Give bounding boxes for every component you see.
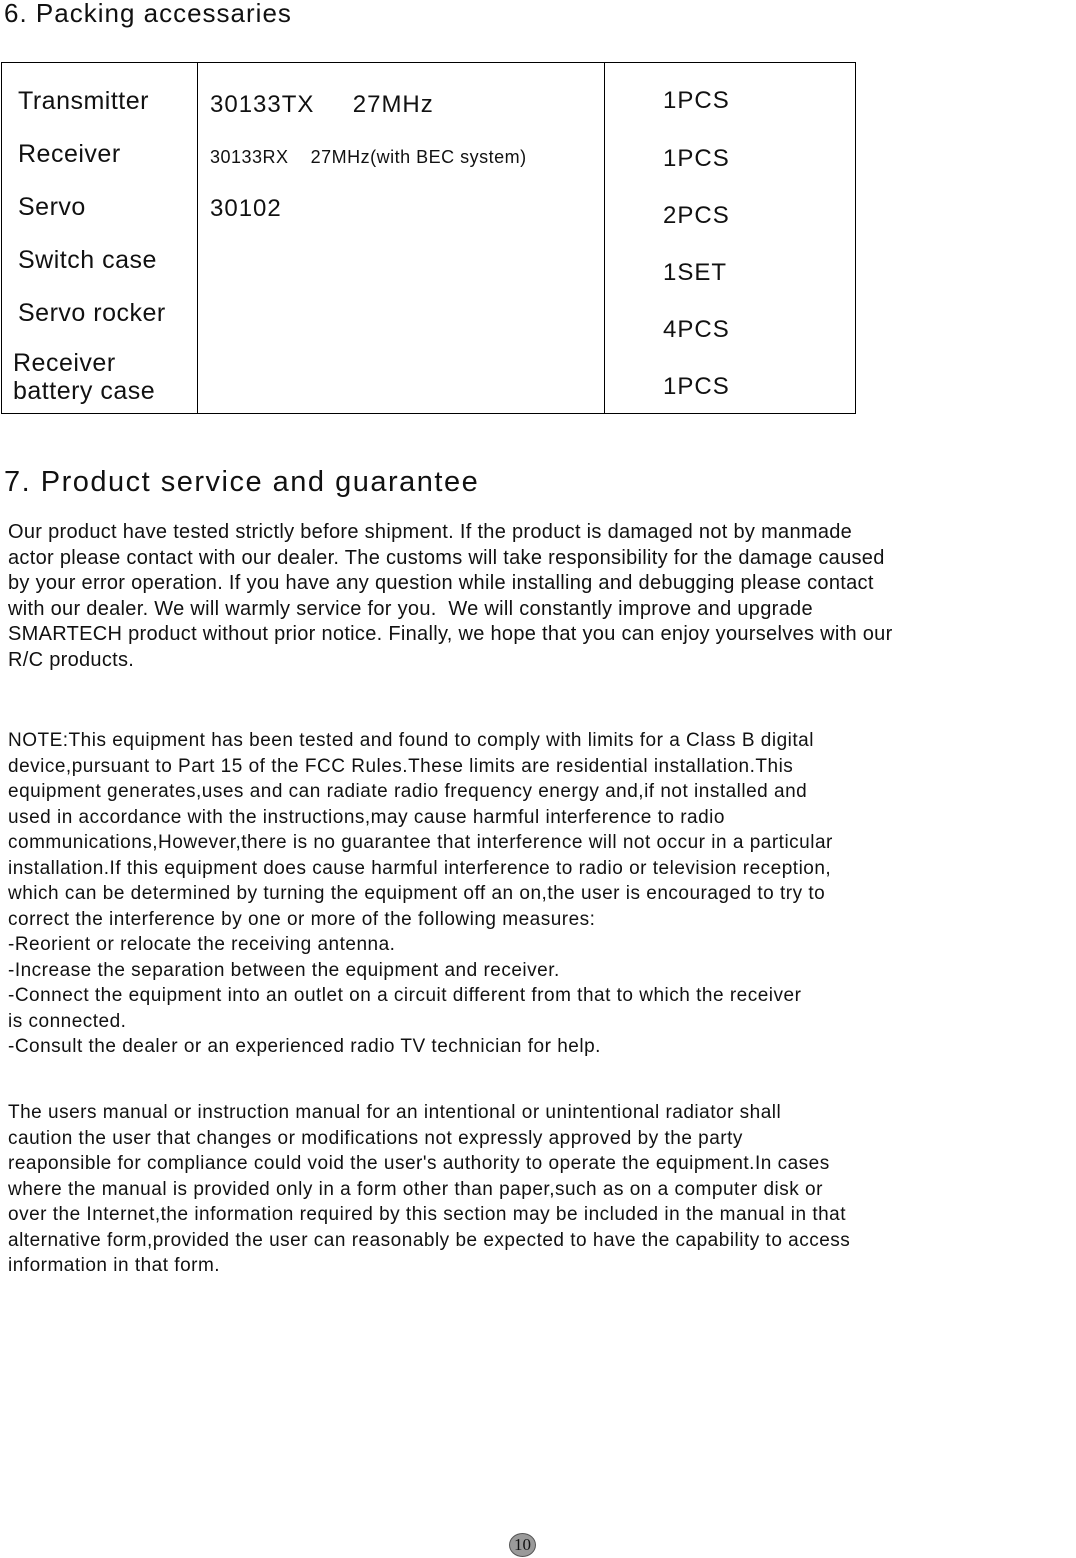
item-qty-servo: 2PCS	[663, 202, 730, 229]
service-paragraph: Our product have tested strictly before shipment. If the product is damaged not by manmade actor please contact with our dealer. The customs will take responsibility for the damage caused by your error operation. If you have any question while installing and debugging please contact with our dealer. We will warmly service for you. We will constantly improve and upgrade SMARTECH product without prior notice. Finally, we hope that you can enjoy yourselves with our R/C products.	[8, 521, 893, 671]
page-number: 10	[509, 1533, 536, 1557]
item-name-servo-rocker: Servo rocker	[18, 299, 166, 327]
section-7-title: 7. Product service and guarantee	[4, 466, 480, 498]
item-qty-receiver-battery-case: 1PCS	[663, 373, 730, 400]
fcc-note-paragraph: NOTE:This equipment has been tested and found to comply with limits for a Class B digital device,pursuant to Part 15 of the FCC Rules.These limits are residential installation.This equipment generates,uses and can radiate radio frequency energy and,if not installed and used in accordance with the instructions,may cause harmful interference to radio communications,However,there is no guarantee that interference will not occur in a particular installation.If this equipment does cause harmful interference to radio or television reception, which can be determined by turning the equipment off an on,the user is encouraged to try to correct the interference by one or more of the following measures: -Reorient or relocate the receiving antenna. -Increase the separation between the equipment and receiver. -Connect the equipment into an outlet on a circuit different from that to which the receiver is connected. -Consult the dealer or an experienced radio TV technician for help.	[8, 730, 833, 1057]
item-name-servo: Servo	[18, 193, 86, 221]
item-name-transmitter: Transmitter	[18, 87, 149, 115]
item-name-switch-case: Switch case	[18, 246, 157, 274]
item-model-receiver: 30133RX 27MHz(with BEC system)	[210, 147, 527, 167]
item-model-transmitter: 30133TX 27MHz	[210, 91, 434, 118]
users-manual-paragraph: The users manual or instruction manual for an intentional or unintentional radiator shall caution the user that changes or modifications not expressly approved by the party reaponsible for compliance could void the user's authority to operate the equipment.In cases where the manual is provided only in a form other than paper,such as on a computer disk or over the Internet,the information required by this section may be included in the manual in that alternative form,provided the user can reasonably be expected to have the capability to access information in that form.	[8, 1102, 851, 1276]
packing-accessories-table	[1, 62, 856, 414]
table-divider	[197, 63, 198, 413]
item-qty-receiver: 1PCS	[663, 145, 730, 172]
item-name-receiver: Receiver	[18, 140, 121, 168]
item-qty-servo-rocker: 4PCS	[663, 316, 730, 343]
item-model-servo: 30102	[210, 195, 282, 222]
table-divider	[604, 63, 605, 413]
item-qty-transmitter: 1PCS	[663, 87, 730, 114]
item-name-receiver-battery-case: Receiver battery case	[13, 349, 156, 405]
section-6-title: 6. Packing accessaries	[4, 0, 292, 28]
item-qty-switch-case: 1SET	[663, 259, 728, 286]
